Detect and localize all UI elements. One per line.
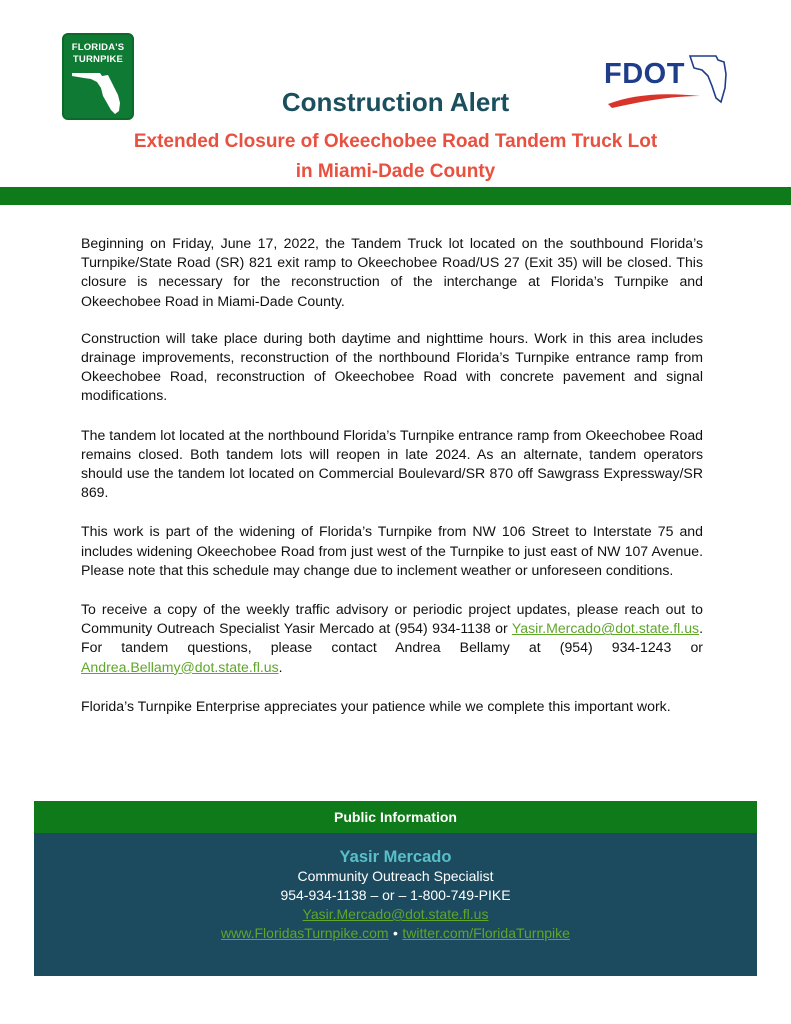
subtitle-line1: Extended Closure of Okeechobee Road Tandem Truck Lot [133,131,658,152]
paragraph-4: This work is part of the widening of Florida’s Turnpike from NW 106 Street to Interstate 75 and includes widening Okeechobee Road from just west of the Turnpike to just east of NW 107 Avenue. Please note that this schedule may change due to inclement weather or unforeseen conditions. [81,523,703,578]
paragraph-5-text-c: . [278,658,283,675]
page-subtitle [0,127,791,187]
public-information-header: Public Information [34,801,757,833]
header-divider-band [0,187,791,205]
contact-details [34,833,757,976]
paragraph-5 [81,600,703,677]
paragraph-5-text-b: . For tandem questions, please contact Andrea Bellamy at (954) 934-1243 or [81,620,703,656]
paragraph-1: Beginning on Friday, June 17, 2022, the Tandem Truck lot located on the southbound Florida’s Turnpike/State Road (SR) 821 exit ramp to Okeechobee Road/US 27 (Exit 35) will be closed. This closure is necessary for the reconstruction of the interchange at Florida’s Turnpike and Okeechobee Road in Miami-Dade County. [81,235,703,309]
subtitle-line2: in Miami-Dade County [295,161,496,182]
twitter-link[interactable]: twitter.com/FloridaTurnpike [402,925,570,941]
paragraph-6: Florida’s Turnpike Enterprise appreciates your patience while we complete this important work. [81,697,671,714]
paragraph-5-text-a: To receive a copy of the weekly traffic advisory or periodic project updates, please reach out to Community Outreach Specialist Yasir Mercado at (954) 934-1138 or [81,601,703,637]
contact-name: Yasir Mercado [339,848,452,866]
link-separator: • [393,925,398,941]
andrea-email-link[interactable]: Andrea.Bellamy@dot.state.fl.us [81,658,279,675]
contact-phone: 954-934-1138 – or – 1-800-749-PIKE [280,887,511,903]
website-link[interactable]: www.FloridasTurnpike.com [221,925,389,941]
turnpike-logo-line1: FLORIDA'S [71,42,125,53]
contact-email-link[interactable]: Yasir.Mercado@dot.state.fl.us [302,906,489,922]
public-information-box [34,801,757,976]
page-title: Construction Alert [281,87,510,117]
paragraph-2: Construction will take place during both daytime and nighttime hours. Work in this area includes drainage improvements, reconstruction of the northbound Florida’s Turnpike entrance ramp from Okeechobee Road, reconstruction of Okeechobee Road with concrete pavement and signal modifications. [81,329,703,404]
paragraph-3: The tandem lot located at the northbound Florida’s Turnpike entrance ramp from Okeechobee Road remains closed. Both tandem lots will reopen in late 2024. As an alternate, tandem operators should use the tandem lot located on Commercial Boulevard/SR 870 off Sawgrass Expressway/SR 869. [81,426,703,501]
yasir-email-link[interactable]: Yasir.Mercado@dot.state.fl.us [511,620,700,637]
contact-role: Community Outreach Specialist [297,868,494,884]
turnpike-logo-line2: TURNPIKE [72,54,124,65]
article-body [81,234,703,734]
fdot-wordmark: FDOT [604,58,685,90]
